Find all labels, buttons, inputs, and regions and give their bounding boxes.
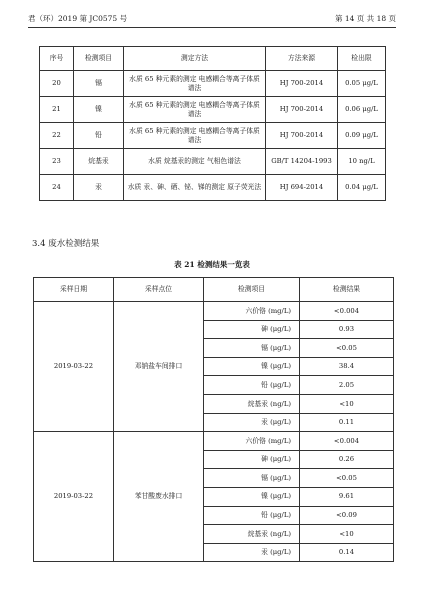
table-row (40, 149, 386, 175)
item-cell: 烷基汞 (ng/L) (204, 525, 300, 544)
header-cell: 检测项目 (74, 47, 124, 71)
header-cell: 检测项目 (204, 278, 300, 302)
source-cell: HJ 700-2014 (266, 97, 338, 123)
methods-header-row (40, 47, 386, 71)
source-cell: HJ 700-2014 (266, 123, 338, 149)
limit-cell: 0.09 μg/L (338, 123, 386, 149)
limit-cell: 0.05 μg/L (338, 71, 386, 97)
item-cell: 汞 (μg/L) (204, 413, 300, 432)
method-cell: 水质 65 种元素的测定 电感耦合等离子体质谱法 (124, 71, 266, 97)
result-cell: 0.11 (300, 413, 394, 432)
source-cell: HJ 694-2014 (266, 175, 338, 201)
header-cell: 序号 (40, 47, 74, 71)
seq-cell: 22 (40, 123, 74, 149)
table-row (40, 71, 386, 97)
item-cell: 汞 (74, 175, 124, 201)
header-cell: 检出限 (338, 47, 386, 71)
item-cell: 铅 (μg/L) (204, 506, 300, 525)
source-cell: GB/T 14204-1993 (266, 149, 338, 175)
item-cell: 烷基汞 (74, 149, 124, 175)
header-divider (28, 27, 396, 28)
source-cell: HJ 700-2014 (266, 71, 338, 97)
sample-date-cell: 2019-03-22 (34, 302, 114, 432)
method-cell: 水质 烷基汞的测定 气相色谱法 (124, 149, 266, 175)
result-cell: <0.05 (300, 469, 394, 488)
results-table (33, 277, 394, 562)
item-cell: 砷 (μg/L) (204, 450, 300, 469)
method-cell: 水质 汞、砷、硒、铋、锑的测定 原子荧光法 (124, 175, 266, 201)
item-cell: 汞 (μg/L) (204, 543, 300, 562)
table-row (40, 175, 386, 201)
seq-cell: 20 (40, 71, 74, 97)
result-cell: 9.61 (300, 487, 394, 506)
header-cell: 采样日期 (34, 278, 114, 302)
result-cell: <0.004 (300, 302, 394, 321)
header-cell: 检测结果 (300, 278, 394, 302)
table-row (34, 432, 394, 451)
item-cell: 砷 (μg/L) (204, 320, 300, 339)
limit-cell: 0.04 μg/L (338, 175, 386, 201)
table-row (40, 123, 386, 149)
sample-site-cell: 苯甘酸废水排口 (114, 432, 204, 562)
result-cell: 0.93 (300, 320, 394, 339)
section-title: 3.4 废水检测结果 (32, 239, 100, 249)
report-number: 君（环）2019 第 JC0575 号 (28, 14, 128, 23)
item-cell: 镉 (74, 71, 124, 97)
header-cell: 方法来源 (266, 47, 338, 71)
item-cell: 镍 (μg/L) (204, 357, 300, 376)
seq-cell: 23 (40, 149, 74, 175)
result-cell: 0.14 (300, 543, 394, 562)
item-cell: 镉 (μg/L) (204, 339, 300, 358)
item-cell: 镍 (μg/L) (204, 487, 300, 506)
item-cell: 镉 (μg/L) (204, 469, 300, 488)
limit-cell: 10 ng/L (338, 149, 386, 175)
result-cell: <10 (300, 525, 394, 544)
seq-cell: 24 (40, 175, 74, 201)
result-cell: 38.4 (300, 357, 394, 376)
item-cell: 烷基汞 (ng/L) (204, 394, 300, 413)
header-cell: 测定方法 (124, 47, 266, 71)
table-caption: 表 21 检测结果一览表 (174, 260, 250, 269)
table-row (34, 302, 394, 321)
result-cell: <10 (300, 394, 394, 413)
methods-table (39, 46, 386, 201)
seq-cell: 21 (40, 97, 74, 123)
item-cell: 六价铬 (mg/L) (204, 432, 300, 451)
item-cell: 铅 (μg/L) (204, 376, 300, 395)
method-cell: 水质 65 种元素的测定 电感耦合等离子体质谱法 (124, 123, 266, 149)
result-cell: <0.09 (300, 506, 394, 525)
item-cell: 六价铬 (mg/L) (204, 302, 300, 321)
result-cell: 0.26 (300, 450, 394, 469)
method-cell: 水质 65 种元素的测定 电感耦合等离子体质谱法 (124, 97, 266, 123)
item-cell: 镍 (74, 97, 124, 123)
sample-site-cell: 邓钠盐车间排口 (114, 302, 204, 432)
header-cell: 采样点位 (114, 278, 204, 302)
result-cell: <0.05 (300, 339, 394, 358)
page-header (28, 13, 396, 27)
page-number: 第 14 页 共 18 页 (334, 14, 396, 23)
table-row (40, 97, 386, 123)
item-cell: 铅 (74, 123, 124, 149)
sample-date-cell: 2019-03-22 (34, 432, 114, 562)
limit-cell: 0.06 μg/L (338, 97, 386, 123)
results-header-row (34, 278, 394, 302)
result-cell: <0.004 (300, 432, 394, 451)
result-cell: 2.05 (300, 376, 394, 395)
